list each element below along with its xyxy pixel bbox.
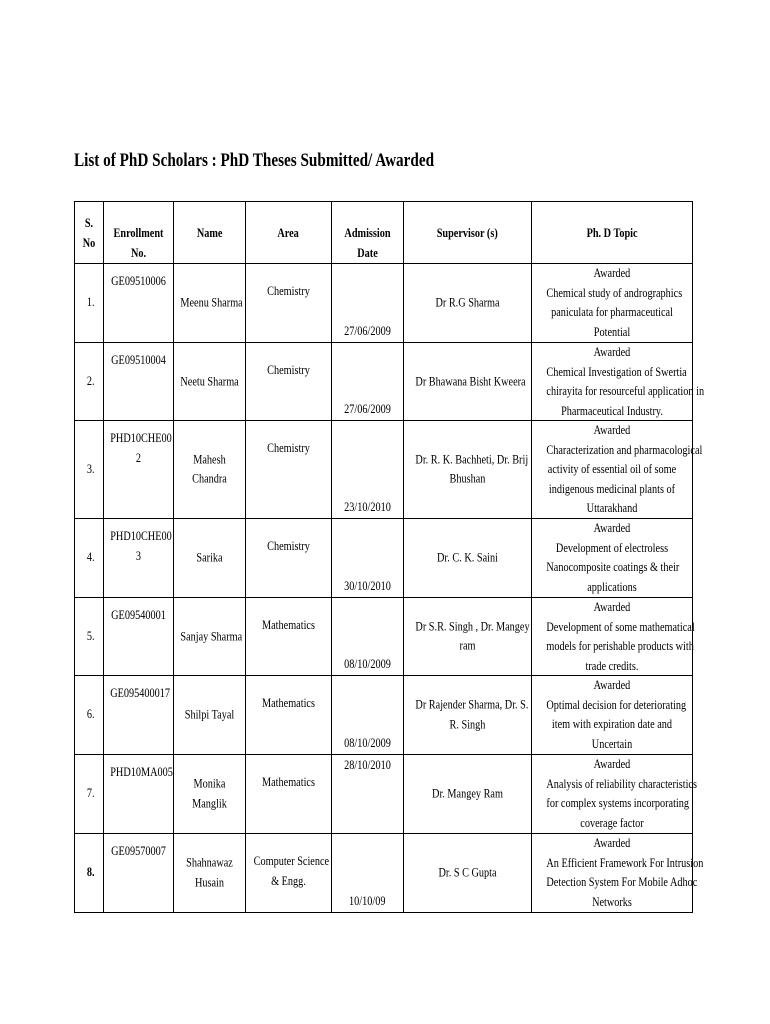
topic-line: Nanocomposite coatings & their — [546, 560, 680, 574]
supervisor-line: Dr. C. K. Saini — [437, 550, 498, 565]
topic-line: Awarded — [593, 345, 631, 359]
topic-line: Analysis of reliability characteristics — [546, 776, 697, 791]
cell-area — [246, 755, 332, 834]
area-line: Mathematics — [262, 696, 315, 710]
sno-value: 1. — [86, 295, 95, 310]
cell-admission — [332, 264, 404, 343]
topic-line: Awarded — [593, 757, 631, 771]
topic-line: An Efficient Framework For Intrusion — [546, 855, 704, 870]
cell-topic — [532, 755, 697, 834]
cell-name — [174, 343, 246, 421]
topic-line: Development of electroless — [555, 540, 669, 555]
cell-enrollment — [104, 343, 174, 421]
cell-name — [174, 421, 246, 519]
cell-name — [174, 264, 246, 343]
topic-line: Optimal decision for deteriorating — [546, 697, 687, 712]
admission-date: 23/10/2010 — [344, 499, 391, 514]
enrollment-line: GE09570007 — [111, 844, 166, 858]
admission-date: 27/06/2009 — [344, 323, 391, 338]
topic-line: indigenous medicinal plants of — [548, 481, 676, 496]
cell-name — [174, 519, 246, 598]
cell-supervisor — [404, 343, 532, 421]
header-area-label: Area — [277, 226, 300, 240]
cell-supervisor — [404, 264, 532, 343]
topic-line: for complex systems incorporating — [546, 796, 690, 810]
cell-sno — [75, 519, 104, 598]
supervisor-line: Dr S.R. Singh , Dr. Mangey — [415, 619, 530, 633]
header-admission-line1: Admission — [344, 226, 391, 240]
topic-line: Development of some mathematical — [546, 619, 695, 634]
cell-name — [174, 755, 246, 834]
header-enrollment — [104, 202, 174, 264]
cell-admission — [332, 676, 404, 755]
topic-line: Chemical Investigation of Swertia — [546, 364, 687, 379]
cell-sno — [75, 421, 104, 519]
table-row — [75, 676, 693, 755]
cell-admission — [332, 421, 404, 519]
admission-date: 08/10/2009 — [344, 735, 391, 750]
name-line: Husain — [194, 875, 225, 889]
cell-name — [174, 834, 246, 913]
cell-area — [246, 421, 332, 519]
topic-line: Awarded — [593, 678, 631, 692]
table-row — [75, 343, 693, 421]
header-area — [246, 202, 332, 264]
name-line: Shilpi Tayal — [184, 707, 235, 722]
supervisor-line: Dr Bhawana Bisht Kweera — [415, 373, 526, 388]
cell-enrollment — [104, 421, 174, 519]
name-line: Shahnawaz — [186, 855, 233, 870]
header-topic — [532, 202, 693, 264]
table-row — [75, 421, 693, 519]
cell-area — [246, 343, 332, 421]
area-line: Chemistry — [267, 539, 310, 553]
table-body — [75, 264, 705, 913]
supervisor-line: Dr. S C Gupta — [438, 865, 497, 880]
cell-supervisor — [404, 755, 532, 834]
area-line: Chemistry — [267, 363, 310, 377]
cell-enrollment — [104, 519, 174, 598]
header-name — [174, 202, 246, 264]
name-line: Mahesh — [193, 452, 226, 466]
topic-line: models for perishable products with — [546, 639, 694, 653]
header-supervisor — [404, 202, 532, 264]
supervisor-line: ram — [459, 638, 476, 653]
cell-topic — [532, 676, 693, 755]
sno-value: 7. — [86, 786, 95, 801]
cell-enrollment — [104, 676, 174, 755]
cell-sno — [75, 676, 104, 755]
supervisor-line: Dr. Mangey Ram — [432, 786, 503, 801]
topic-line: chirayita for resourceful application in — [546, 384, 705, 398]
header-sno — [75, 202, 104, 264]
supervisor-line: Dr Rajender Sharma, Dr. S. — [415, 697, 529, 712]
topic-line: Awarded — [593, 423, 631, 437]
header-name-label: Name — [196, 226, 223, 240]
cell-supervisor — [404, 676, 532, 755]
cell-sno — [75, 598, 104, 676]
cell-supervisor — [404, 834, 532, 913]
name-line: Manglik — [192, 796, 227, 810]
header-admission-line2: Date — [357, 245, 378, 260]
area-line: Computer Science — [253, 854, 330, 868]
cell-admission — [332, 834, 404, 913]
table-row — [75, 834, 693, 913]
sno-value: 5. — [86, 628, 95, 643]
topic-line: activity of essential oil of some — [547, 462, 677, 476]
enrollment-line: 2 — [135, 450, 142, 465]
page-title: List of PhD Scholars : PhD Theses Submitted/ Awarded — [74, 150, 435, 171]
enrollment-line: 3 — [135, 548, 142, 563]
topic-line: Detection System For Mobile Adhoc — [546, 875, 698, 889]
scholars-table — [74, 201, 705, 913]
cell-enrollment — [104, 834, 174, 913]
cell-area — [246, 834, 332, 913]
topic-line: Awarded — [593, 521, 631, 535]
topic-line: Pharmaceutical Industry. — [561, 403, 663, 418]
area-line: Mathematics — [262, 618, 315, 632]
area-line: Chemistry — [267, 284, 310, 298]
cell-name — [174, 598, 246, 676]
topic-line: applications — [587, 579, 637, 594]
topic-line: Uncertain — [591, 736, 633, 751]
supervisor-line: R. Singh — [449, 717, 486, 731]
supervisor-line: Bhushan — [449, 471, 486, 486]
topic-line: Awarded — [593, 266, 631, 280]
enrollment-line: PHD10MA005 — [110, 765, 173, 779]
enrollment-line: PHD10CHE00 — [110, 431, 172, 445]
header-supervisor-label: Supervisor (s) — [436, 226, 499, 240]
name-line: Sarika — [196, 550, 223, 565]
supervisor-line: Dr R.G Sharma — [435, 295, 500, 310]
cell-admission — [332, 519, 404, 598]
cell-admission — [332, 343, 404, 421]
cell-supervisor — [404, 421, 532, 519]
topic-line: Awarded — [593, 836, 631, 850]
supervisor-line: Dr. R. K. Bachheti, Dr. Brij — [415, 452, 529, 466]
cell-admission — [332, 598, 404, 676]
table-row — [75, 519, 693, 598]
cell-sno — [75, 755, 104, 834]
header-topic-label: Ph. D Topic — [586, 226, 638, 240]
topic-line: Chemical study of andrographics — [546, 285, 683, 300]
sno-value: 3. — [86, 461, 95, 476]
name-line: Meenu Sharma — [180, 295, 243, 310]
header-sno-line1: S. — [84, 216, 94, 230]
area-line: & Engg. — [271, 873, 306, 888]
cell-enrollment — [104, 598, 174, 676]
sno-value: 6. — [86, 707, 95, 722]
enrollment-line: PHD10CHE00 — [110, 529, 172, 543]
sno-value: 8. — [86, 865, 95, 880]
cell-area — [246, 598, 332, 676]
enrollment-line: GE09540001 — [111, 608, 166, 622]
name-line: Monika — [193, 776, 226, 791]
cell-supervisor — [404, 598, 532, 676]
cell-area — [246, 519, 332, 598]
topic-line: Networks — [592, 894, 632, 909]
topic-line: Uttarakhand — [586, 501, 638, 515]
area-line: Mathematics — [262, 775, 315, 789]
cell-topic — [532, 519, 693, 598]
cell-sno — [75, 264, 104, 343]
topic-line: Awarded — [593, 600, 631, 614]
cell-topic — [532, 834, 704, 913]
topic-line: item with expiration date and — [551, 717, 673, 731]
topic-line: paniculata for pharmaceutical — [551, 305, 673, 319]
enrollment-line: GE09510006 — [111, 274, 166, 288]
sno-value: 4. — [86, 550, 95, 565]
admission-date: 28/10/2010 — [344, 758, 391, 772]
cell-enrollment — [104, 264, 174, 343]
cell-area — [246, 676, 332, 755]
header-enrollment-line1: Enrollment — [113, 226, 164, 240]
cell-sno — [75, 834, 104, 913]
cell-topic — [532, 343, 705, 421]
table-row — [75, 264, 693, 343]
cell-topic — [532, 264, 693, 343]
cell-topic — [532, 421, 703, 519]
table-header-row — [75, 202, 693, 264]
header-admission — [332, 202, 404, 264]
table-row — [75, 598, 693, 676]
enrollment-line: GE095400017 — [110, 686, 171, 700]
name-line: Chandra — [192, 471, 227, 486]
topic-line: Characterization and pharmacological — [546, 442, 703, 457]
admission-date: 08/10/2009 — [344, 656, 391, 671]
sno-value: 2. — [86, 373, 95, 388]
name-line: Sanjay Sharma — [180, 628, 243, 643]
cell-supervisor — [404, 519, 532, 598]
admission-date: 30/10/2010 — [344, 578, 391, 593]
cell-name — [174, 676, 246, 755]
topic-line: coverage factor — [580, 815, 644, 830]
name-line: Neetu Sharma — [180, 373, 239, 388]
cell-sno — [75, 343, 104, 421]
table-row — [75, 755, 693, 834]
cell-enrollment — [104, 755, 174, 834]
area-line: Chemistry — [267, 441, 310, 455]
admission-date: 10/10/09 — [349, 893, 386, 908]
cell-area — [246, 264, 332, 343]
cell-admission — [332, 755, 404, 834]
admission-date: 27/06/2009 — [344, 401, 391, 416]
topic-line: trade credits. — [585, 658, 639, 673]
header-sno-line2: No — [82, 235, 96, 250]
cell-topic — [532, 598, 693, 676]
topic-line: Potential — [593, 324, 631, 339]
header-enrollment-line2: No. — [130, 245, 147, 260]
enrollment-line: GE09510004 — [111, 353, 166, 367]
